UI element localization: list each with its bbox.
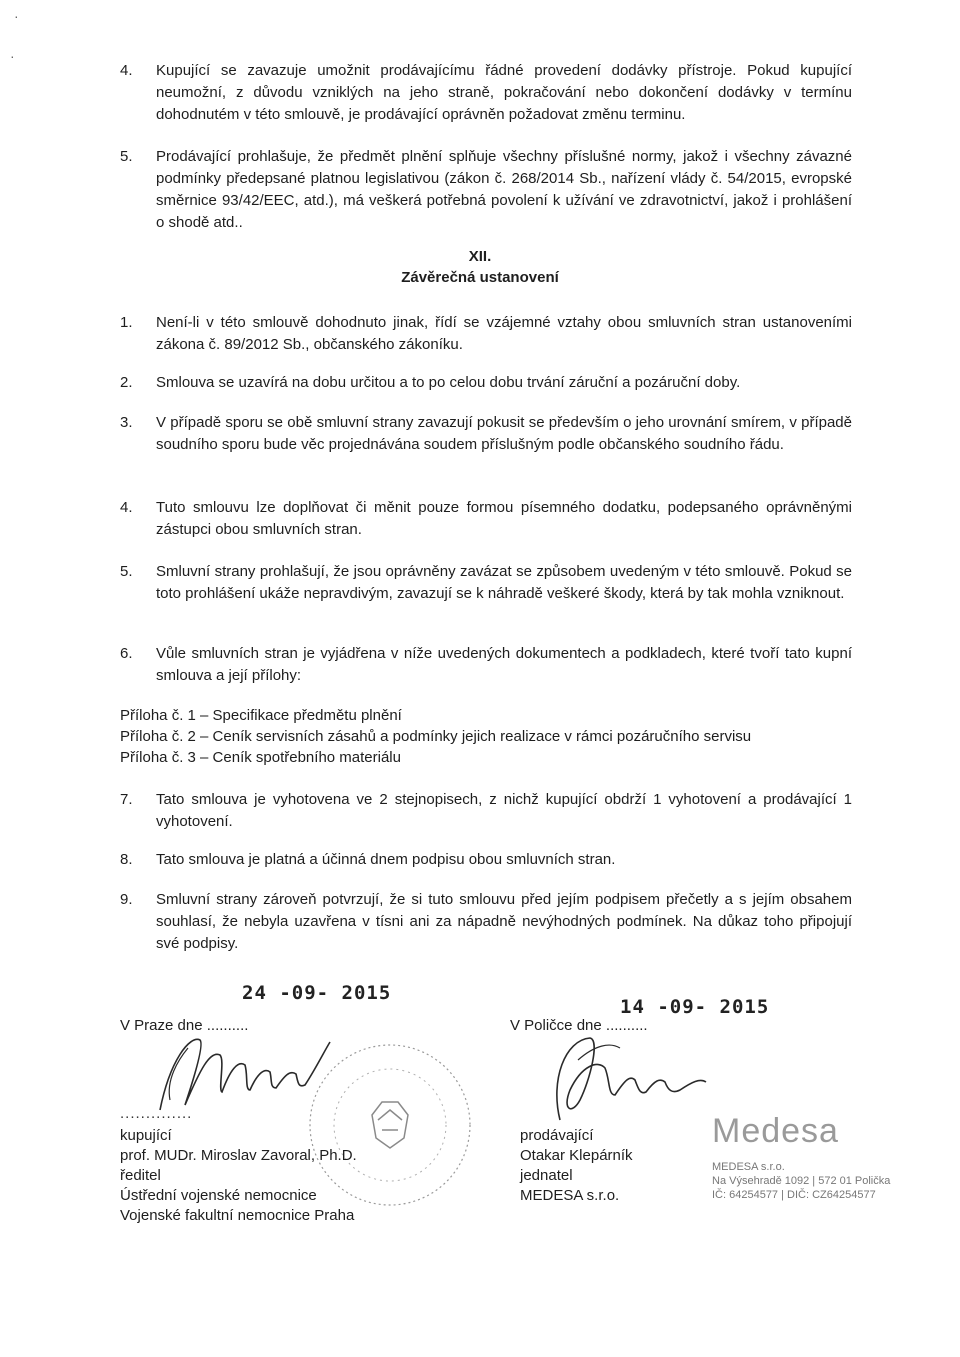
signatory-title-right: jednatel [520,1167,573,1184]
item-number: 6. [120,645,133,662]
list-item [120,789,852,833]
signature-place-left: V Praze dne .......... [120,1017,249,1034]
list-item [120,497,852,541]
stamp-line-2: Na Výsehradě 1092 | 572 01 Polička [712,1175,891,1187]
scan-mark: · [14,8,19,24]
item-number: 8. [120,851,133,868]
signature-place-right: V Poličce dne .......... [510,1017,648,1034]
signature-line-left: .............. [120,1105,193,1122]
list-item [120,146,852,234]
date-dots: .......... [206,1017,249,1034]
list-item [120,412,852,456]
stamp-line-1: MEDESA s.r.o. [712,1161,785,1173]
list-item [120,372,852,394]
item-text: Smlouva se uzavírá na dobu určitou a to po celou dobu trvání záruční a pozáruční doby. [156,374,741,391]
signatory-role-left: kupující [120,1127,172,1144]
signatory-name-right: Otakar Klepárník [520,1147,633,1164]
item-text: Tato smlouva je platná a účinná dnem podpisu obou smluvních stran. [156,851,616,868]
signature-right [520,1020,720,1130]
company-logo: Medesa [712,1112,839,1150]
signatory-org-right: MEDESA s.r.o. [520,1187,620,1204]
scan-mark: · [10,48,15,64]
item-text: V případě sporu se obě smluvní strany zavazují pokusit se především o jeho urovnání smírem, v případě soudního sporu bude věc projednávána soudem příslušným podle občanského soudního řádu. [156,414,852,453]
list-item [120,643,852,687]
item-text: Vůle smluvních stran je vyjádřena v níže uvedených dokumentech a podkladech, které tvoří tato kupní smlouva a její přílohy: [156,645,852,684]
signatory-org-left-2: Vojenské fakultní nemocnice Praha [120,1207,355,1224]
list-item [120,312,852,356]
item-number: 4. [120,62,133,79]
section-title: Závěrečná ustanovení [401,269,559,286]
attachment-line: Příloha č. 1 – Specifikace předmětu plnění [120,707,402,724]
item-text: Smluvní strany prohlašují, že jsou oprávněny zavázat se způsobem uvedeným v této smlouvě. Pokud se toto prohlášení ukáže nepravdivým, zavazují se k náhradě veškeré škody, která by tak mohla vzniknout. [156,563,852,602]
attachment-line: Příloha č. 2 – Ceník servisních zásahů a podmínky jejich realizace v rámci pozáručního servisu [120,728,752,745]
list-item [120,889,852,955]
signatory-role-right: prodávající [520,1127,594,1144]
list-item [120,849,852,871]
list-item [120,561,852,605]
item-number: 9. [120,891,133,908]
item-text: Tato smlouva je vyhotovena ve 2 stejnopisech, z nichž kupující obdrží 1 vyhotovení a prodávající 1 vyhotovení. [156,791,852,830]
item-number: 7. [120,791,133,808]
item-text: Není-li v této smlouvě dohodnuto jinak, řídí se vzájemné vztahy obou smluvních stran ustanoveními zákona č. 89/2012 Sb., občanského zákoníku. [156,314,852,353]
date-dots: .......... [605,1017,648,1034]
section-number: XII. [468,248,492,265]
signatory-name-left: prof. MUDr. Miroslav Zavoral, Ph.D. [120,1147,357,1164]
item-number: 1. [120,314,133,331]
item-text: Tuto smlouvu lze doplňovat či měnit pouze formou písemného dodatku, podepsaného oprávněnými zástupci obou smluvních stran. [156,499,852,538]
date-stamp-right: 14 -09- 2015 [620,996,770,1018]
date-stamp-left: 24 -09- 2015 [242,982,392,1004]
list-item [120,60,852,126]
item-text: Prodávající prohlašuje, že předmět plnění splňuje všechny příslušné normy, jakož i všechny závazné podmínky předepsané platnou legislativou (zákon č. 268/2014 Sb., nařízení vlády č. 54/2015, evropské směrnice 93/42/EEC, atd.), má veškerá potřebná povolení k užívání ve zdravotnictví, jakož i prohlášení o shodě atd.. [156,148,852,231]
item-text: Kupující se zavazuje umožnit prodávajícímu řádné provedení dodávky přístroje. Pokud kupující neumožní, z důvodu vzniklých na jeho straně, pokračování nebo dokončení dodávky v termínu dohodnutém v této smlouvě, je prodávající oprávněn požadovat změnu terminu. [156,62,852,123]
signatory-title-left: ředitel [120,1167,161,1184]
item-text: Smluvní strany zároveň potvrzují, že si tuto smlouvu před jejím podpisem přečetly a s jejím obsahem souhlasí, že nebyla uzavřena v tísni ani za nápadně nevýhodných podmínek. Na důkaz toho připojují své podpisy. [156,891,852,952]
item-number: 2. [120,374,133,391]
item-number: 5. [120,148,133,165]
attachment-line: Příloha č. 3 – Ceník spotřebního materiálu [120,749,401,766]
signatory-org-left-1: Ústřední vojenské nemocnice [120,1187,317,1204]
item-number: 5. [120,563,133,580]
stamp-line-3: IČ: 64254577 | DIČ: CZ64254577 [712,1189,876,1201]
item-number: 3. [120,414,133,431]
item-number: 4. [120,499,133,516]
